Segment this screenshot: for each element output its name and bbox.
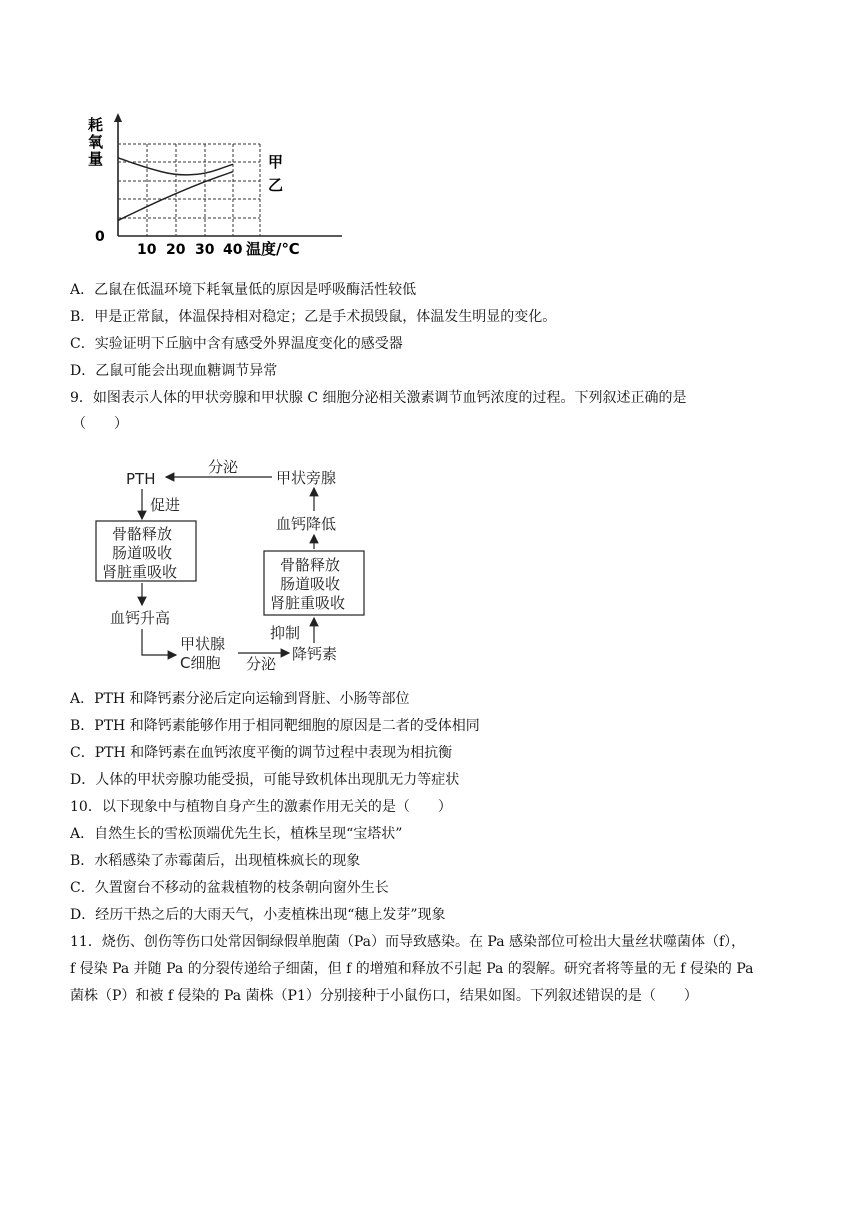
- q11-line-2: f 侵染 Pa 并随 Pa 的分裂传递给子细菌，但 f 的增殖和释放不引起 Pa 的裂解。研究者将等量的无 f 侵染的 Pa: [70, 961, 754, 977]
- q8-option-d: D．乙鼠可能会出现血糖调节异常: [70, 363, 278, 379]
- q10-option-b: B．水稻感染了赤霉菌后，出现植株疯长的现象: [70, 853, 361, 869]
- calcium-high-label: 血钙升高: [110, 609, 171, 627]
- q10-option-a: A．自然生长的雪松顶端优先生长，植株呈现“宝塔状”: [70, 826, 403, 842]
- right-box-line-2: 肠道吸收: [280, 575, 341, 593]
- left-box-line-2: 肠道吸收: [112, 544, 173, 562]
- ylabel-char-3: 量: [88, 150, 104, 168]
- left-box-line-1: 骨骼释放: [112, 525, 173, 543]
- calcium-regulation-diagram: [90, 455, 380, 675]
- secrete-bottom-label: 分泌: [246, 655, 277, 673]
- x-tick-10: 10: [137, 242, 157, 258]
- x-tick-20: 20: [166, 242, 186, 258]
- ylabel-char-2: 氧: [88, 133, 104, 151]
- ylabel-char-1: 耗: [88, 116, 104, 134]
- origin-label: 0: [95, 229, 105, 245]
- q10-stem: 10．以下现象中与植物自身产生的激素作用无关的是（ ）: [70, 799, 452, 815]
- q8-option-a: A．乙鼠在低温环境下耗氧量低的原因是呼吸酶活性较低: [70, 282, 417, 298]
- x-tick-40: 40: [223, 242, 243, 258]
- pth-label: PTH: [126, 470, 156, 488]
- right-box-line-1: 骨骼释放: [280, 556, 341, 574]
- q9-option-b: B．PTH 和降钙素能够作用于相同靶细胞的原因是二者的受体相同: [70, 718, 480, 734]
- q10-option-c: C．久置窗台不移动的盆栽植物的枝条朝向窗外生长: [70, 880, 389, 896]
- right-box-line-3: 肾脏重吸收: [270, 594, 346, 612]
- series-jia-label: 甲: [268, 153, 284, 171]
- series-yi-label: 乙: [268, 176, 284, 194]
- oxygen-consumption-graph: [80, 110, 350, 260]
- secrete-top-label: 分泌: [208, 458, 239, 476]
- q9-answer-blank: （ ）: [72, 416, 128, 432]
- x-unit-label: 温度/℃: [246, 240, 300, 258]
- thyroid-c-line-1: 甲状腺: [180, 635, 226, 653]
- grid: [118, 144, 260, 236]
- x-tick-30: 30: [195, 242, 215, 258]
- q8-option-b: B．甲是正常鼠，体温保持相对稳定；乙是手术损毁鼠，体温发生明显的变化。: [70, 309, 557, 325]
- parathyroid-label: 甲状旁腺: [276, 469, 337, 487]
- left-box-line-3: 肾脏重吸收: [102, 563, 178, 581]
- q8-option-c: C．实验证明下丘脑中含有感受外界温度变化的感受器: [70, 336, 403, 352]
- thyroid-c-line-2: C细胞: [180, 654, 221, 672]
- q10-option-d: D．经历干热之后的大雨天气，小麦植株出现“穗上发芽”现象: [70, 907, 446, 923]
- calcium-low-label: 血钙降低: [276, 515, 337, 533]
- calcitonin-label: 降钙素: [292, 645, 338, 663]
- q11-line-3: 菌株（P）和被 f 侵染的 Pa 菌株（P1）分别接种于小鼠伤口，结果如图。下列叙述错误的是（ ）: [70, 988, 698, 1004]
- arrow-high-to-thyroid: [142, 629, 176, 655]
- q9-option-c: C．PTH 和降钙素在血钙浓度平衡的调节过程中表现为相抗衡: [70, 745, 453, 761]
- q11-line-1: 11．烧伤、创伤等伤口处常因铜绿假单胞菌（Pa）而导致感染。在 Pa 感染部位可检出大量丝状噬菌体（f），: [70, 934, 746, 950]
- q9-stem: 9．如图表示人体的甲状旁腺和甲状腺 C 细胞分泌相关激素调节血钙浓度的过程。下列叙述正确的是: [70, 390, 687, 406]
- q9-option-d: D．人体的甲状旁腺功能受损，可能导致机体出现肌无力等症状: [70, 772, 460, 788]
- inhibit-label: 抑制: [270, 624, 301, 642]
- y-axis-arrow: [114, 113, 122, 122]
- q9-option-a: A．PTH 和降钙素分泌后定向运输到肾脏、小肠等部位: [70, 691, 410, 707]
- promote-label: 促进: [150, 496, 181, 514]
